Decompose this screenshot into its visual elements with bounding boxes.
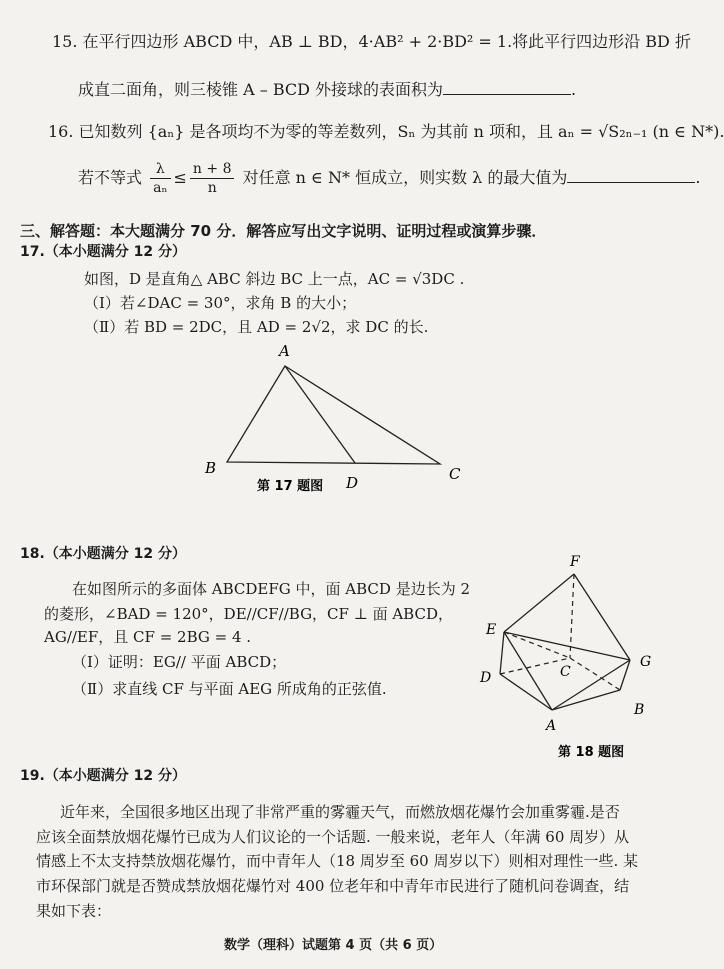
q16-end: . — [695, 168, 701, 187]
q15-line-2 — [78, 80, 576, 100]
q19-line-4: 市环保部门就是否赞成禁放烟花爆竹对 400 位老年和中青年市民进行了随机问卷调查，结 — [36, 877, 630, 895]
q16-prefix: 若不等式 — [78, 168, 143, 187]
q17-part-1: （Ⅰ）若∠DAC = 30°，求角 B 的大小； — [84, 294, 357, 312]
q16-le-sign: ≤ — [173, 168, 187, 187]
q18-line-3: AG//EF，且 CF = 2BG = 4 . — [44, 628, 252, 646]
q16-fraction-n — [190, 160, 235, 197]
label-a: A — [279, 342, 290, 360]
label-c: C — [449, 465, 461, 483]
segment-ad — [285, 366, 355, 463]
page-footer: 数学（理科）试题第 4 页（共 6 页） — [224, 938, 443, 953]
triangle-abc — [227, 366, 440, 464]
section-3-heading: 三、解答题：本大题满分 70 分．解答应写出文字说明、证明过程或演算步骤． — [20, 222, 547, 240]
q18-polyhedron-figure — [474, 550, 674, 762]
label-b: B — [205, 459, 217, 477]
q16-line-2 — [78, 160, 700, 197]
q15-line-2-text: 成直二面角，则三棱锥 A – BCD 外接球的表面积为 — [78, 80, 444, 99]
label-g: G — [640, 654, 652, 670]
q18-part-1: （Ⅰ）证明：EG// 平面 ABCD； — [72, 653, 287, 671]
label-d: D — [480, 670, 492, 686]
label-c: C — [560, 664, 571, 680]
q18-line-2: 的菱形，∠BAD = 120°，DE//CF//BG，CF ⊥ 面 ABCD， — [44, 605, 453, 623]
q19-line-3: 情感上不太支持禁放烟花爆竹，而中青年人（18 周岁至 60 周岁以下）则相对理性一些. 某 — [36, 852, 639, 870]
q19-title: 19.（本小题满分 12 分） — [20, 768, 187, 784]
q16-fraction-lambda — [150, 160, 170, 197]
q15-end: . — [571, 80, 577, 99]
q16-suffix: 对任意 n ∈ N* 恒成立，则实数 λ 的最大值为 — [242, 168, 568, 187]
q16-answer-blank — [567, 181, 695, 183]
label-d: D — [346, 474, 359, 492]
q16-frac2-numerator: n + 8 — [190, 160, 235, 179]
q19-line-5: 果如下表： — [36, 902, 112, 920]
q16-frac1-numerator: λ — [150, 160, 170, 179]
q17-title: 17.（本小题满分 12 分） — [20, 244, 187, 260]
q15-line-1: 15. 在平行四边形 ABCD 中，AB ⊥ BD，4·AB² + 2·BD² = 1.将此平行四边形沿 BD 折 — [52, 32, 691, 51]
q19-line-2: 应该全面禁放烟花爆竹已成为人们议论的一个话题. 一般来说，老年人（年满 60 周岁）从 — [36, 828, 630, 846]
q18-title: 18.（本小题满分 12 分） — [20, 546, 187, 562]
label-a: A — [546, 718, 557, 734]
q18-caption: 第 18 题图 — [558, 745, 625, 760]
q16-frac2-denominator: n — [207, 180, 217, 196]
q17-triangle-figure — [195, 336, 485, 506]
q16-line-1: 16. 已知数列 {aₙ} 是各项均不为零的等差数列，Sₙ 为其前 n 项和，且 aₙ = √S₂ₙ₋₁ (n ∈ N*). — [48, 122, 724, 141]
q17-part-2: （Ⅱ）若 BD = 2DC，且 AD = 2√2，求 DC 的长. — [84, 318, 429, 336]
label-e: E — [486, 622, 497, 638]
q17-caption: 第 17 题图 — [257, 479, 324, 494]
label-b: B — [634, 702, 645, 718]
q18-line-1: 在如图所示的多面体 ABCDEFG 中，面 ABCD 是边长为 2 — [72, 580, 470, 598]
q18-part-2: （Ⅱ）求直线 CF 与平面 AEG 所成角的正弦值. — [72, 680, 387, 698]
q16-frac1-denominator: aₙ — [153, 180, 168, 196]
q17-stem: 如图，D 是直角△ ABC 斜边 BC 上一点，AC = √3DC . — [84, 270, 465, 288]
q19-line-1: 近年来，全国很多地区出现了非常严重的雾霾天气，而燃放烟花爆竹会加重雾霾.是否 — [60, 803, 620, 821]
label-f: F — [570, 554, 580, 570]
q15-answer-blank — [443, 93, 571, 95]
